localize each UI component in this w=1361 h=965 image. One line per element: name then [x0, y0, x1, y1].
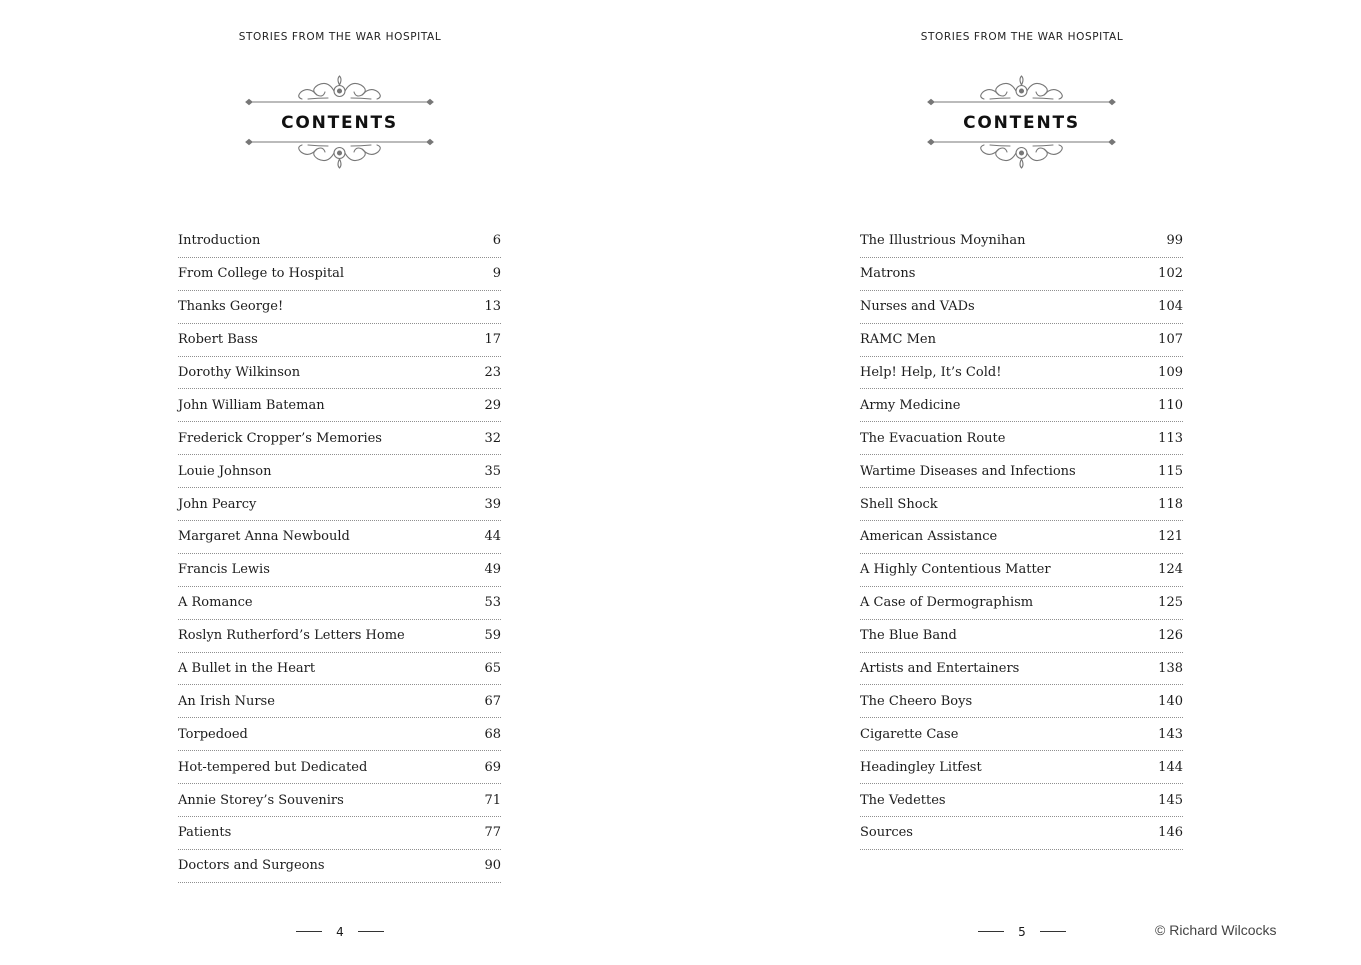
toc-entry-title: The Blue Band	[860, 628, 957, 644]
toc-entry[interactable]	[178, 718, 501, 751]
toc-entry-title: Sources	[860, 825, 913, 841]
toc-entry[interactable]	[178, 784, 501, 817]
toc-entry-page: 23	[484, 365, 501, 380]
toc-entry-page: 144	[1158, 759, 1183, 775]
toc-entry-title: Annie Storey’s Souvenirs	[178, 792, 344, 808]
toc-entry-page: 67	[484, 693, 501, 709]
copyright-notice: © Richard Wilcocks	[1155, 922, 1277, 938]
toc-entry-page: 90	[484, 858, 501, 874]
toc-entry-page: 6	[492, 233, 501, 249]
toc-entry[interactable]	[860, 784, 1183, 817]
toc-entry-page: 121	[1158, 529, 1183, 545]
toc-entry-page: 102	[1158, 266, 1183, 282]
toc-entry-page: 115	[1158, 463, 1183, 479]
toc-entry-page: 110	[1158, 397, 1183, 413]
toc-list-left	[178, 225, 501, 883]
toc-entry[interactable]	[178, 685, 501, 718]
running-head: STORIES FROM THE WAR HOSPITAL	[920, 31, 1124, 43]
folio-rule	[1040, 931, 1066, 932]
toc-entry[interactable]	[178, 521, 501, 554]
toc-entry[interactable]	[860, 620, 1183, 653]
toc-entry-title: Doctors and Surgeons	[178, 858, 325, 874]
toc-entry[interactable]	[860, 521, 1183, 554]
toc-entry-page: 124	[1158, 562, 1183, 578]
toc-entry-page: 39	[484, 496, 501, 512]
toc-entry-page: 17	[484, 332, 501, 348]
toc-entry-title: Frederick Cropper’s Memories	[178, 430, 382, 446]
toc-entry[interactable]	[860, 225, 1183, 258]
toc-entry-title: John Pearcy	[178, 496, 257, 512]
toc-entry-title: A Romance	[178, 595, 253, 611]
toc-entry-page: 13	[484, 299, 501, 315]
toc-entry-page: 53	[484, 595, 501, 611]
toc-entry-page: 77	[484, 825, 501, 841]
contents-heading: CONTENTS	[281, 113, 398, 133]
toc-list-right	[860, 225, 1183, 850]
folio-rule	[358, 931, 384, 932]
toc-entry[interactable]	[860, 587, 1183, 620]
toc-entry-page: 71	[484, 792, 501, 808]
toc-entry[interactable]	[178, 587, 501, 620]
toc-entry[interactable]	[178, 751, 501, 784]
toc-entry-title: The Illustrious Moynihan	[860, 233, 1026, 249]
toc-entry[interactable]	[178, 620, 501, 653]
toc-entry[interactable]	[860, 324, 1183, 357]
toc-entry-title: A Highly Contentious Matter	[860, 562, 1051, 578]
toc-entry-page: 99	[1166, 233, 1183, 249]
toc-entry[interactable]	[178, 817, 501, 850]
toc-entry[interactable]	[860, 817, 1183, 850]
toc-entry-title: Nurses and VADs	[860, 299, 975, 315]
toc-entry[interactable]	[178, 389, 501, 422]
toc-entry-title: Headingley Litfest	[860, 759, 982, 775]
toc-entry-page: 59	[484, 628, 501, 644]
toc-entry-title: From College to Hospital	[178, 266, 345, 282]
toc-entry[interactable]	[178, 291, 501, 324]
toc-entry[interactable]	[860, 291, 1183, 324]
toc-entry-title: Francis Lewis	[178, 562, 270, 578]
toc-entry[interactable]	[860, 685, 1183, 718]
toc-entry-page: 109	[1158, 365, 1183, 380]
toc-entry-page: 9	[492, 266, 501, 282]
contents-title-block	[242, 72, 437, 172]
toc-entry-title: Patients	[178, 825, 232, 841]
toc-entry[interactable]	[178, 653, 501, 686]
toc-entry[interactable]	[178, 554, 501, 587]
toc-entry-title: Dorothy Wilkinson	[178, 365, 301, 380]
toc-entry[interactable]	[860, 389, 1183, 422]
toc-entry-title: Torpedoed	[178, 726, 248, 742]
toc-entry-title: Cigarette Case	[860, 726, 959, 742]
toc-entry[interactable]	[860, 422, 1183, 455]
toc-entry-title: Roslyn Rutherford’s Letters Home	[178, 628, 405, 644]
toc-entry[interactable]	[178, 455, 501, 488]
toc-entry[interactable]	[860, 718, 1183, 751]
toc-entry[interactable]	[860, 455, 1183, 488]
toc-entry-page: 35	[484, 463, 501, 479]
toc-entry-title: An Irish Nurse	[178, 693, 275, 709]
toc-entry-title: A Case of Dermographism	[860, 595, 1034, 611]
toc-entry-page: 140	[1158, 693, 1183, 709]
toc-entry-page: 65	[484, 661, 501, 677]
toc-entry-page: 125	[1158, 595, 1183, 611]
toc-entry-page: 113	[1158, 430, 1183, 446]
toc-entry-page: 126	[1158, 628, 1183, 644]
left-page	[0, 0, 680, 965]
toc-entry[interactable]	[178, 422, 501, 455]
toc-entry-title: Robert Bass	[178, 332, 258, 348]
toc-entry-page: 68	[484, 726, 501, 742]
toc-entry[interactable]	[860, 258, 1183, 291]
toc-entry-title: Wartime Diseases and Infections	[860, 463, 1076, 479]
toc-entry[interactable]	[178, 850, 501, 883]
toc-entry-title: Louie Johnson	[178, 463, 272, 479]
toc-entry-title: Help! Help, It’s Cold!	[860, 365, 1002, 380]
contents-title-block	[924, 72, 1119, 172]
folio-rule	[978, 931, 1004, 932]
toc-entry-page: 69	[484, 759, 501, 775]
running-head: STORIES FROM THE WAR HOSPITAL	[238, 31, 442, 43]
toc-entry[interactable]	[860, 751, 1183, 784]
toc-entry-title: RAMC Men	[860, 332, 936, 348]
toc-entry-title: American Assistance	[860, 529, 998, 545]
folio-rule	[296, 931, 322, 932]
page-number	[0, 921, 680, 940]
toc-entry[interactable]	[860, 554, 1183, 587]
toc-entry[interactable]	[860, 488, 1183, 521]
toc-entry-title: Thanks George!	[178, 299, 284, 315]
toc-entry-title: Introduction	[178, 233, 261, 249]
toc-entry-page: 143	[1158, 726, 1183, 742]
toc-entry[interactable]	[178, 225, 501, 258]
toc-entry-page: 49	[484, 562, 501, 578]
toc-entry-title: Artists and Entertainers	[860, 661, 1020, 677]
toc-entry-page: 145	[1158, 792, 1183, 808]
toc-entry-title: A Bullet in the Heart	[178, 661, 316, 677]
toc-entry-title: Hot-tempered but Dedicated	[178, 759, 368, 775]
page-number-value: 4	[336, 924, 344, 939]
toc-entry[interactable]	[178, 488, 501, 521]
toc-entry-title: Army Medicine	[860, 397, 961, 413]
toc-entry-page: 44	[484, 529, 501, 545]
toc-entry-title: Shell Shock	[860, 496, 938, 512]
toc-entry[interactable]	[860, 357, 1183, 390]
toc-entry-page: 104	[1158, 299, 1183, 315]
toc-entry-page: 29	[484, 397, 501, 413]
toc-entry-title: The Cheero Boys	[860, 693, 973, 709]
toc-entry-page: 118	[1158, 496, 1183, 512]
toc-entry-title: Margaret Anna Newbould	[178, 529, 350, 545]
toc-entry[interactable]	[178, 324, 501, 357]
right-page	[682, 0, 1361, 965]
toc-entry-title: Matrons	[860, 266, 916, 282]
toc-entry-page: 107	[1158, 332, 1183, 348]
toc-entry-page: 146	[1158, 825, 1183, 841]
contents-heading: CONTENTS	[963, 113, 1080, 133]
toc-entry[interactable]	[860, 653, 1183, 686]
page-number-value: 5	[1018, 924, 1026, 939]
toc-entry-page: 32	[484, 430, 501, 446]
toc-entry[interactable]	[178, 357, 501, 390]
toc-entry-title: The Vedettes	[860, 792, 946, 808]
toc-entry[interactable]	[178, 258, 501, 291]
toc-entry-title: The Evacuation Route	[860, 430, 1006, 446]
toc-entry-page: 138	[1158, 661, 1183, 677]
toc-entry-title: John William Bateman	[178, 397, 325, 413]
